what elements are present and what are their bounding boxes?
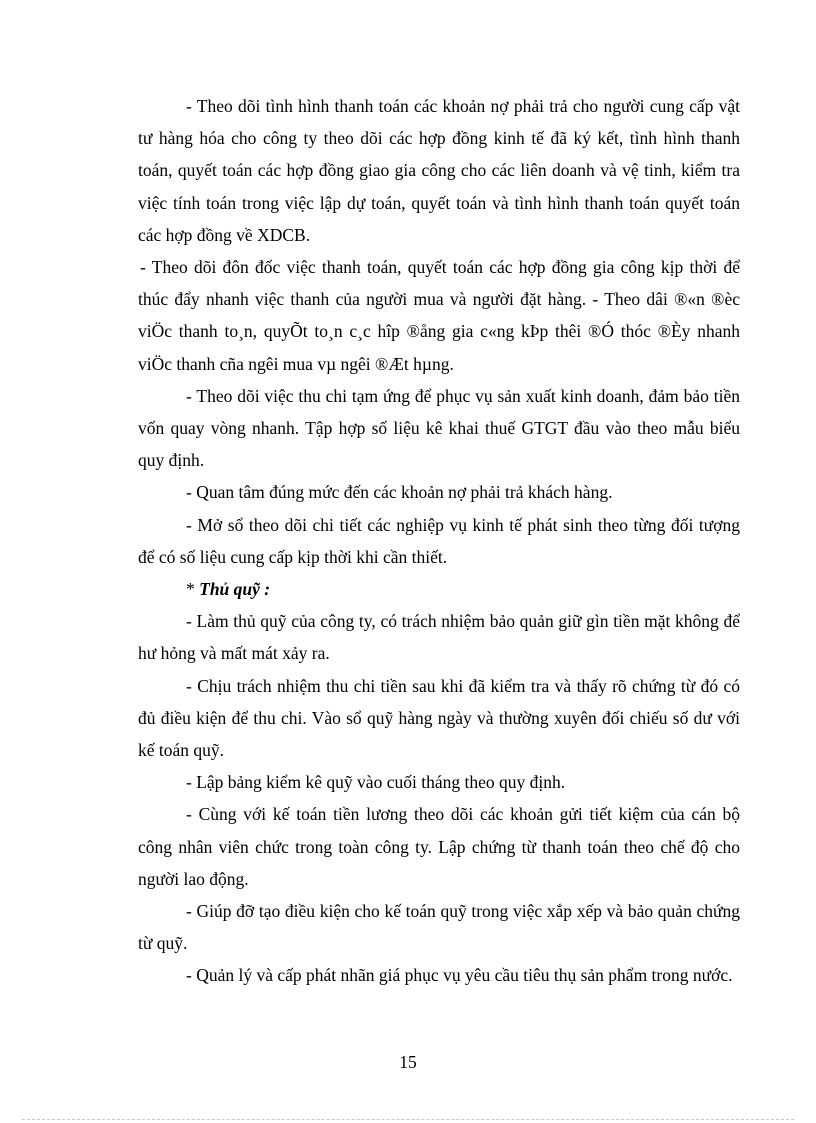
section-heading-cashier xyxy=(138,573,740,605)
paragraph-cash-receipts: - Chịu trách nhiệm thu chi tiền sau khi đã kiểm tra và thấy rõ chứng từ đó có đủ điều kiện để thu chi. Vào sổ quỹ hàng ngày và thường xuyên đối chiếu số dư với kế toán quỹ. xyxy=(138,675,740,761)
paragraph-contract-settlement: - Theo dõi đôn đốc việc thanh toán, quyết toán các hợp đồng gia công kịp thời để thúc đẩy nhanh việc thanh của người mua và người đặt hàng. - Theo dâi ®«n ®èc viÖc thanh to¸n, quyÕt to¸n c¸c hîp ®ång gia c«ng kÞp thêi ®Ó thóc ®Èy nhanh viÖc thanh cña ngêi mua vµ ngêi ®Æt hµng. xyxy=(138,257,740,374)
page-number: 15 xyxy=(399,1052,417,1072)
paragraph-document-arrangement: - Giúp đỡ tạo điều kiện cho kế toán quỹ trong việc xắp xếp và bảo quản chứng từ quỹ. xyxy=(138,901,740,954)
paragraph-payables-tracking: - Theo dõi tình hình thanh toán các khoản nợ phải trả cho người cung cấp vật tư hàng hóa cho công ty theo dõi các hợp đồng kinh tế đã ký kết, tình hình thanh toán, quyết toán các hợp đồng giao gia công cho các liên doanh và vệ tinh, kiểm tra việc tính toán trong việc lập dự toán, quyết toán và tình hình thanh toán quyết toán các hợp đồng về XDCB. xyxy=(138,96,740,245)
paragraph-cashier-duty: - Làm thủ quỹ của công ty, có trách nhiệm bảo quản giữ gìn tiền mặt không để hư hỏng và mất mát xảy ra. xyxy=(138,611,740,664)
section-title: Thủ quỹ : xyxy=(199,579,271,600)
page-bottom-divider xyxy=(22,1119,794,1120)
paragraph-customer-payables: - Quan tâm đúng mức đến các khoản nợ phải trả khách hàng. xyxy=(186,482,613,503)
paragraph-advance-tracking: - Theo dõi việc thu chi tạm ứng để phục vụ sản xuất kinh doanh, đảm bảo tiền vốn quay vòng nhanh. Tập hợp số liệu kê khai thuế GTGT đầu vào theo mẫu biểu quy định. xyxy=(138,385,740,471)
body-text xyxy=(138,90,740,992)
paragraph-price-labels: - Quản lý và cấp phát nhãn giá phục vụ yêu cầu tiêu thụ sản phẩm trong nước. xyxy=(186,965,733,986)
paragraph-cash-count: - Lập bảng kiểm kê quỹ vào cuối tháng theo quy định. xyxy=(186,772,566,793)
paragraph-savings-tracking: - Cùng với kế toán tiền lương theo dõi các khoản gửi tiết kiệm của cán bộ công nhân viên chức trong toàn công ty. Lập chứng từ thanh toán theo chế độ cho người lao động. xyxy=(138,804,740,889)
section-prefix: * xyxy=(186,579,200,600)
paragraph-detail-ledger: - Mở sổ theo dõi chi tiết các nghiệp vụ kinh tế phát sinh theo từng đối tượng để có số liệu cung cấp kịp thời khi cần thiết. xyxy=(138,514,740,567)
